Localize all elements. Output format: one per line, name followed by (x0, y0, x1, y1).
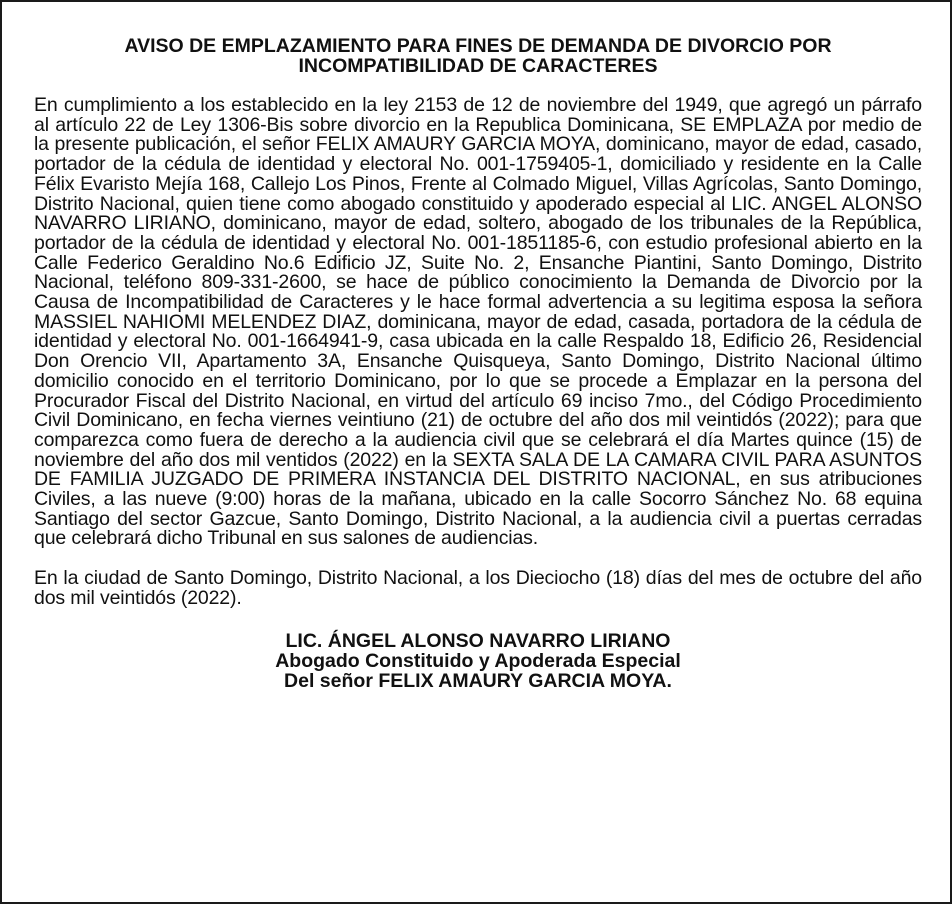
notice-title-line-2: INCOMPATIBILIDAD DE CARACTERES (298, 55, 658, 77)
signature-block (34, 631, 922, 691)
signature-role: Abogado Constituido y Apoderada Especial (275, 649, 681, 672)
signature-name: LIC. ÁNGEL ALONSO NAVARRO LIRIANO (285, 629, 671, 652)
notice-closing-paragraph: En la ciudad de Santo Domingo, Distrito Nacional, a los Dieciocho (18) días del mes de octubre del año dos mil veintidós (2022). (34, 567, 922, 609)
notice-title-line-1: AVISO DE EMPLAZAMIENTO PARA FINES DE DEMANDA DE DIVORCIO POR (124, 35, 832, 57)
notice-title (34, 36, 922, 76)
signature-client: Del señor FELIX AMAURY GARCIA MOYA. (284, 669, 672, 692)
notice-body-paragraph: En cumplimiento a los establecido en la ley 2153 de 12 de noviembre del 1949, que agregó un párrafo al artículo 22 de Ley 1306-Bis sobre divorcio en la Republica Dominicana, SE EMPLAZA por medio de la presente publicación, el señor FELIX AMAURY GARCIA MOYA, dominicano, mayor de edad, casado, portador de la cédula de identidad y electoral No. 001-1759405-1, domiciliado y residente en la Calle Félix Evaristo Mejía 168, Callejo Los Pinos, Frente al Colmado Miguel, Villas Agrícolas, Santo Domingo, Distrito Nacional, quien tiene como abogado constituido y apoderado especial al LIC. ANGEL ALONSO NAVARRO LIRIANO, dominicano, mayor de edad, soltero, abogado de los tribunales de la República, portador de la cédula de identidad y electoral No. 001-1851185-6, con estudio profesional abierto en la Calle Federico Geraldino No.6 Edificio JZ, Suite No. 2, Ensanche Piantini, Santo Domingo, Distrito Nacional, teléfono 809-331-2600, se hace de público conocimiento la Demanda de Divorcio por la Causa de Incompatibilidad de Caracteres y le hace formal advertencia a su legitima esposa la señora MASSIEL NAHIOMI MELENDEZ DIAZ, dominicana, mayor de edad, casada, portadora de la cédula de identidad y electoral No. 001-1664941-9, casa ubicada en la calle Respaldo 18, Edificio 26, Residencial Don Orencio VII, Apartamento 3A, Ensanche Quisqueya, Santo Domingo, Distrito Nacional último domicilio conocido en el territorio Dominicano, por lo que se procede a Emplazar en la persona del Procurador Fiscal del Distrito Nacional, en virtud del artículo 69 inciso 7mo., del Código Procedimiento Civil Dominicano, en fecha viernes veintiuno (21) de octubre del año dos mil veintidós (2022); para que comparezca como fuera de derecho a la audiencia civil que se celebrará el día Martes quince (15) de noviembre del año dos mil ventidos (2022) en la SEXTA SALA DE LA CAMARA CIVIL PARA ASUNTOS DE FAMILIA JUZGADO DE PRIMERA INSTANCIA DEL DISTRITO NACIONAL, en sus atribuciones Civiles, a las nueve (9:00) horas de la mañana, ubicado en la calle Socorro Sánchez No. 68 equina Santiago del sector Gazcue, Santo Domingo, Distrito Nacional, a la audiencia civil a puertas cerradas que celebrará dicho Tribunal en sus salones de audiencias. (34, 94, 922, 550)
